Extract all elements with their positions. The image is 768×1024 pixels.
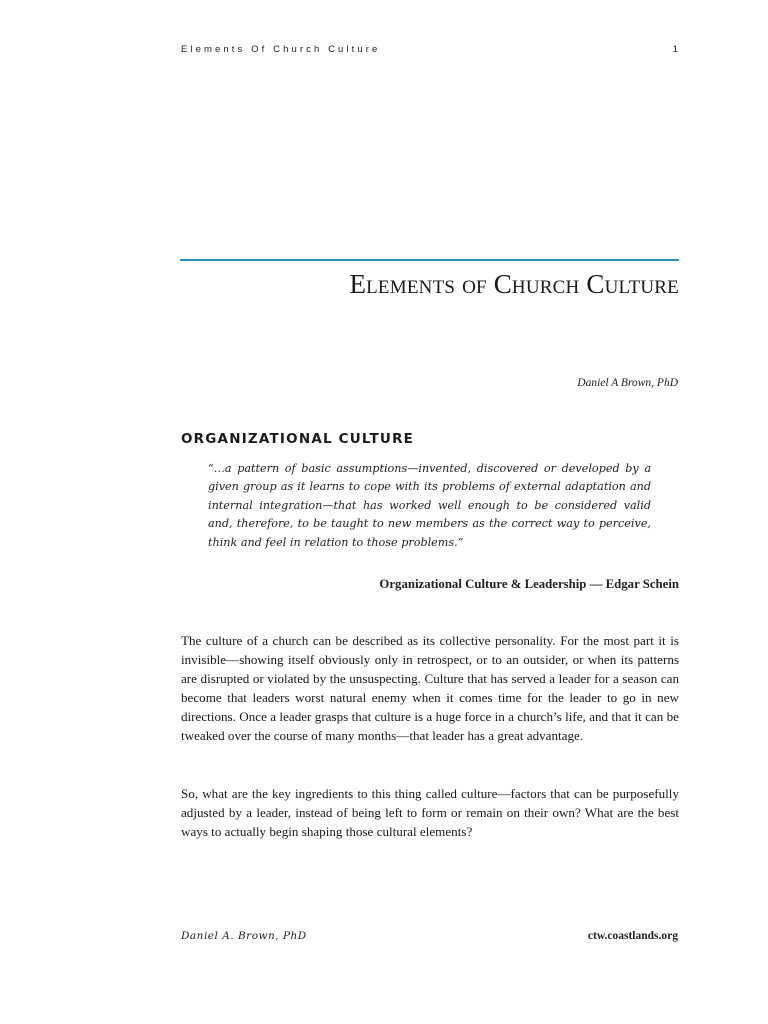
title-divider-rule	[180, 259, 679, 261]
page-number: 1	[672, 44, 678, 55]
running-header-title: Elements Of Church Culture	[181, 44, 381, 55]
author-byline: Daniel A Brown, PhD	[577, 377, 678, 389]
document-title: Elements of Church Culture	[349, 269, 679, 299]
body-paragraph-1: The culture of a church can be described as its collective personality. For the most part it is invisible—showing itself obviously only in retrospect, or to an outsider, or when its patterns are disrupted or violated by the unsuspecting. Culture that has served a leader for a season can become that leaders worst natural enemy when it comes time for the leader to go in new directions. Once a leader grasps that culture is a huge force in a church’s life, and that it can be tweaked over the course of many months—that leader has a great advantage.	[181, 633, 679, 743]
body-paragraph-2: So, what are the key ingredients to this thing called culture—factors that can be purposefully adjusted by a leader, instead of being left to form or remain on their own? What are the best ways to actually begin shaping those cultural elements?	[181, 786, 679, 839]
footer-author: Daniel A. Brown, PhD	[181, 930, 307, 942]
quote-attribution: Organizational Culture & Leadership — Edgar Schein	[379, 577, 679, 591]
footer-website-link[interactable]: ctw.coastlands.org	[587, 930, 678, 942]
section-heading: ORGANIZATIONAL CULTURE	[181, 431, 415, 447]
block-quote: “…a pattern of basic assumptions—invented, discovered or developed by a given group as it learns to cope with its problems of external adaptation and internal integration—that has worked well enough to be considered valid and, therefore, to be taught to new members as the correct way to perceive, think and feel in relation to those problems.”	[208, 462, 651, 549]
